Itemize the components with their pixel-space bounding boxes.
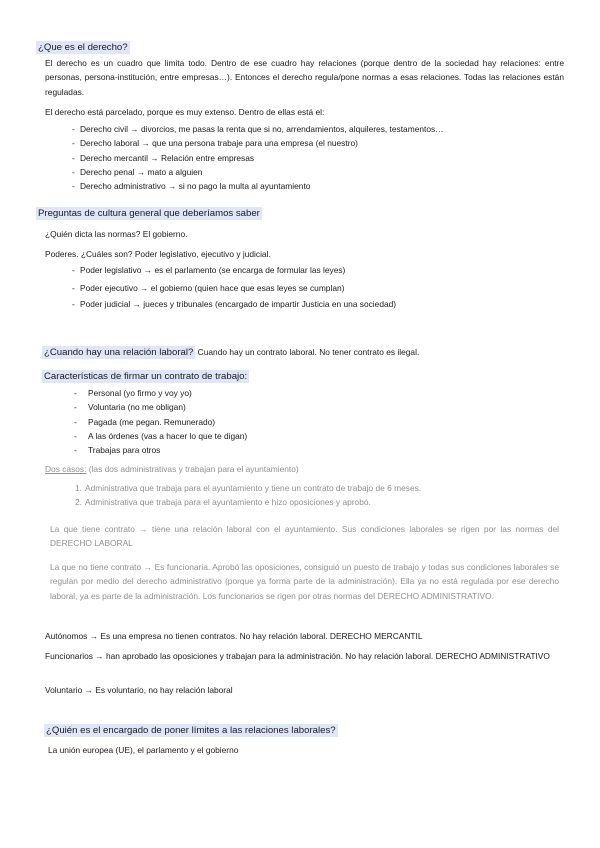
caracteristicas-heading (42, 369, 249, 384)
voluntario-line: Voluntario → Es voluntario, no hay relación laboral (45, 685, 233, 695)
list-item: - Poder legislativo → es el parlamento (se encarga de formular las leyes) (72, 265, 346, 275)
funcionarios-paragraph: Funcionarios → han aprobado las oposiciones y trabajan para la administración. No hay relación laboral. DERECHO ADMINISTRATIVO (45, 651, 550, 661)
section4-answer: La unión europea (UE), el parlamento y el gobierno (48, 745, 239, 755)
caracteristicas-list (74, 386, 247, 457)
list-item: - Pagada (me pegan. Remunerado) (74, 416, 216, 427)
dos-casos-text: (las dos administrativas y trabajan para el ayuntamiento) (86, 464, 299, 474)
list-item: - Derecho mercantil → Relación entre empresas (72, 152, 255, 163)
dos-casos-line (45, 462, 299, 476)
list-item: - Derecho laboral → que una persona trabaje para una empresa (el nuestro) (72, 138, 358, 149)
list-item: - Derecho administrativo → si no pago la multa al ayuntamiento (72, 181, 311, 192)
section2-heading-highlight: Preguntas de cultura general que deberíamos saber (38, 208, 260, 219)
section3-question: ¿Cuando hay una relación laboral? (44, 347, 194, 358)
section1-list (72, 122, 444, 193)
list-item: - A las órdenes (vas a hacer lo que te digan) (74, 430, 248, 441)
list-item: - Trabajas para otros (74, 445, 161, 456)
section1-intro: El derecho es un cuadro que limita todo. Dentro de ese cuadro hay relaciones (porque dentro de la sociedad hay relaciones: entre personas, persona-institución, entre empresas…). Entonces el derecho regula/pone normas a esas relaciones. Todas las relaciones están reguladas. (45, 58, 564, 97)
section1-heading-highlight: ¿Que es el derecho? (38, 42, 128, 53)
list-item: - Poder judicial → jueces y tribunales (encargado de impartir Justicia en una sociedad) (72, 299, 397, 309)
caso-item-2: 2. Administrativa que trabaja para el ayuntamiento e hizo oposiciones y aprobó. (75, 497, 371, 507)
section1-heading (36, 40, 130, 55)
list-item: - Derecho civil → divorcios, me pasas la renta que si no, arrendamientos, alquileres, testamentos… (72, 124, 444, 134)
list-item: - Derecho penal → mato a alguien (72, 166, 203, 177)
autonomos-line: Autónomos → Es una empresa no tienen contratos. No hay relación laboral. DERECHO MERCANTIL (45, 631, 423, 641)
caracteristicas-heading-highlight: Características de firmar un contrato de trabajo: (44, 371, 248, 382)
section2-q1: ¿Quién dicta las normas? El gobierno. (45, 229, 188, 239)
section2-heading (36, 206, 262, 221)
contrato-paragraph: La que tiene contrato → tiene una relación laboral con el ayuntamiento. Sus condiciones laborales se rigen por las normas del DERECHO LABORAL (50, 524, 559, 549)
section4-question (44, 723, 338, 738)
section2-poderes: Poderes. ¿Cuáles son? Poder legislativo, ejecutivo y judicial. (45, 249, 271, 259)
caso-item-1: 1. Administrativa que trabaja para el ayuntamiento y tiene un contrato de trabajo de 6 meses. (75, 483, 422, 493)
list-item: - Voluntaria (no me obligan) (74, 402, 186, 413)
list-item: - Personal (yo firmo y voy yo) (74, 388, 192, 398)
section4-question-highlight: ¿Quién es el encargado de poner límites a las relaciones laborales? (46, 725, 336, 736)
list-item: - Poder ejecutivo → el gobierno (quien hace que esas leyes se cumplan) (72, 283, 345, 293)
dos-casos-label: Dos casos: (45, 464, 87, 474)
section3-answer: Cuando hay un contrato laboral. No tener contrato es ilegal. (195, 347, 420, 357)
section3-question-line (42, 345, 419, 360)
no-contrato-paragraph: La que no tiene contrato → Es funcionaria. Aprobó las oposiciones, consiguió un puesto de trabajo y todas sus condiciones laborales se regulan por medio del derecho administrativo (porque ya forma parte de la administración). Ella ya no está regulada por ese derecho laboral, ya es parte de la administración. Los funcionarios se rigen por otras normas del DERECHO ADMINISTRATIVO. (50, 562, 559, 601)
section1-parcelado: El derecho está parcelado, porque es muy extenso. Dentro de ellas está el: (45, 107, 325, 117)
